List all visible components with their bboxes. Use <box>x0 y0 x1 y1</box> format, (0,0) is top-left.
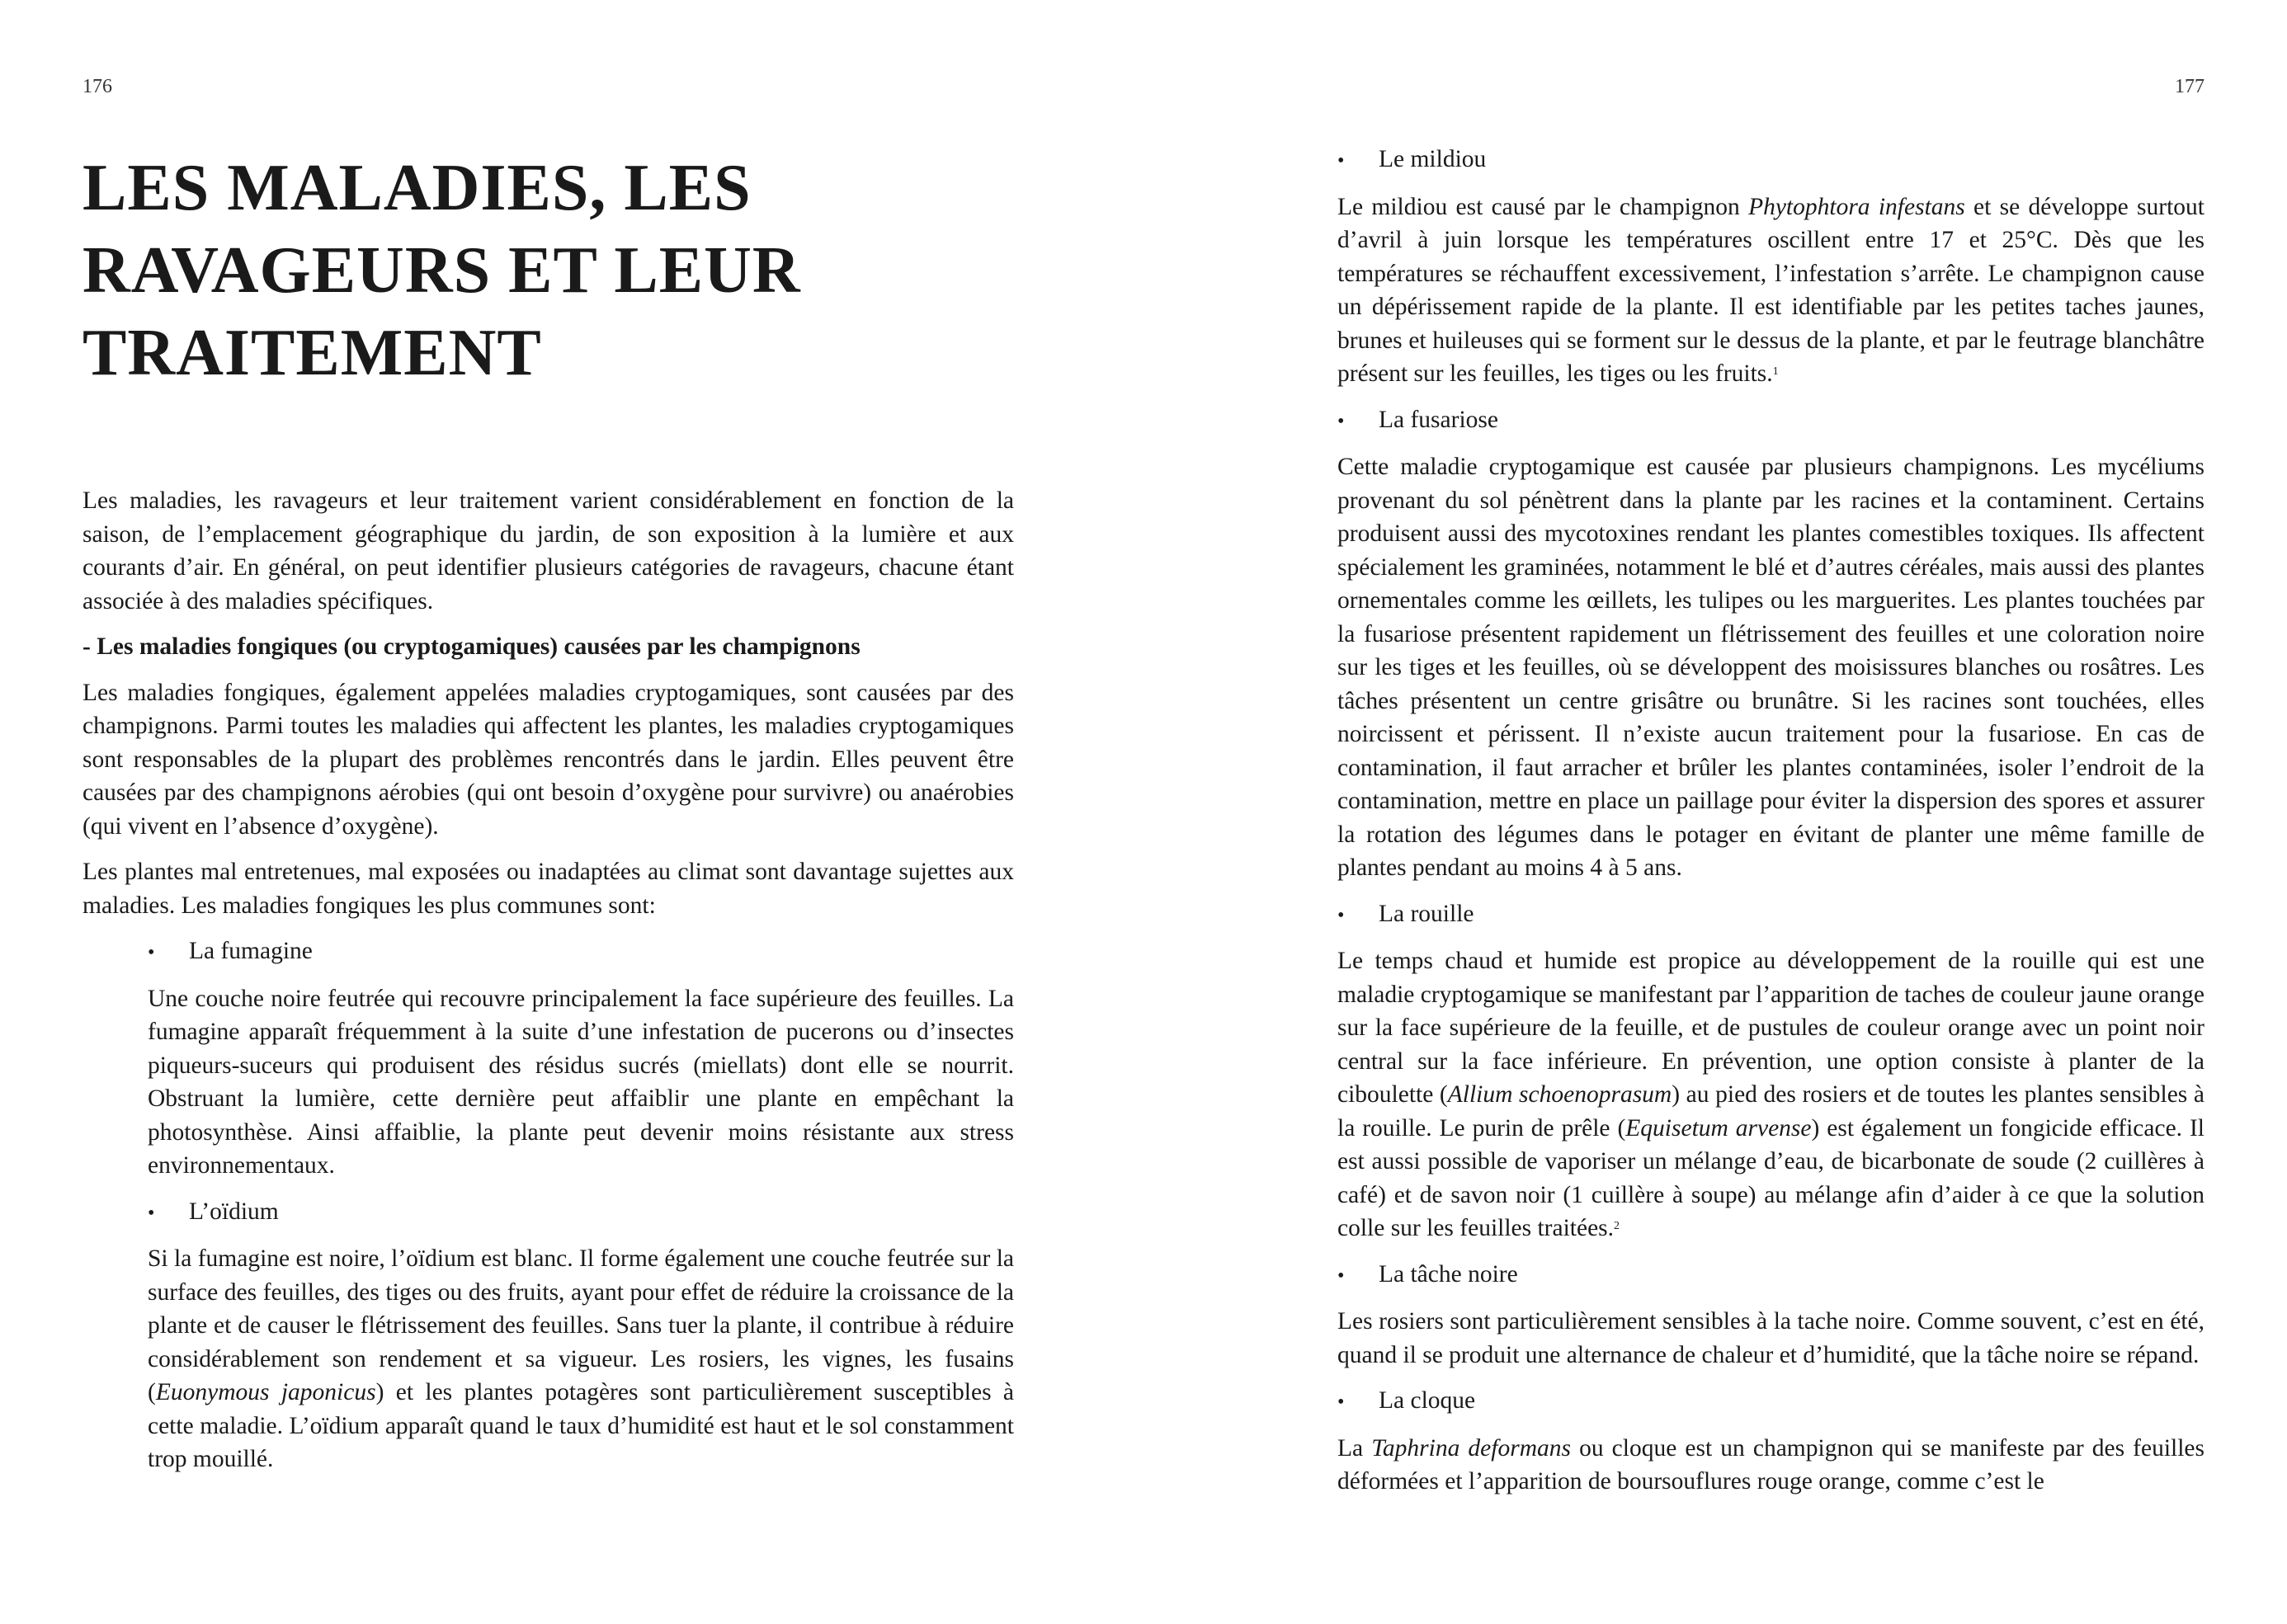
text-run: ou cloque est un champignon qui se manifeste par des feuilles déformées et l’apparition de boursouflures rouge orange, comme c’est le <box>1337 1434 2204 1495</box>
section-subheading: - Les maladies fongiques (ou cryptogamiques) causées par les champignons <box>83 633 861 660</box>
bullet-item-tache-noire <box>1337 1258 2204 1293</box>
bullet-item-mildiou <box>1337 143 2204 178</box>
bullet-icon: • <box>148 1202 155 1224</box>
bullet-icon: • <box>148 942 155 963</box>
text-run: ) et les plantes potagères sont particulièrement susceptibles à cette maladie. L’oïdium apparaît quand le taux d’humidité est haut et le sol constamment trop mouillé. <box>148 1379 1015 1472</box>
bullet-item-fumagine <box>148 934 1014 970</box>
chapter-title-line: RAVAGEURS ET LEUR <box>83 234 801 307</box>
bullet-item-rouille <box>1337 897 2204 933</box>
latin-name: Euonymous japonicus <box>155 1379 376 1405</box>
bullet-item-fusariose <box>1337 403 2204 439</box>
bullet-icon: • <box>1337 1264 1345 1287</box>
text-run: Si la fumagine est noire, l’oïdium est blanc. Il forme également une couche feutrée sur la surface des feuilles, des tiges ou des fruits, ayant pour effet de réduire la croissance de la plante et de causer le flétrissement des feuilles. Sans tuer la plante, il contribue à réduire considérablement son rendement et sa vigueur. Les rosiers, les vignes, les fusains ( <box>148 1245 1014 1405</box>
text-run: et se développe surtout d’avril à juin lorsque les températures oscillent entre 17 et 25°C. Dès que les températures se réchauffent excessivement, l’infestation s’arrête. Le champignon cause un dépérissement rapide de la plante. Il est identifiable par les petites taches jaunes, brunes et huileuses qui se forment sur le dessus de la plante, et par le feutrage blanchâtre présent sur les feuilles, les tiges ou les fruits. <box>1337 193 2204 387</box>
body-paragraph: Les plantes mal entretenues, mal exposées ou inadaptées au climat sont davantage sujettes aux maladies. Les maladies fongiques les plus communes sont: <box>83 859 1014 919</box>
text-run: ) au pied des rosiers et de toutes les plantes sensibles à la rouille. Le purin de prêle ( <box>1337 1081 2204 1142</box>
latin-name: Allium schoenoprasum <box>1447 1081 1672 1108</box>
bullet-label: La tâche noire <box>1379 1260 1518 1287</box>
bullet-label: La cloque <box>1379 1387 1476 1414</box>
page-number: 176 <box>83 76 112 97</box>
fusariose-paragraph: Cette maladie cryptogamique est causée par plusieurs champignons. Les mycéliums provenant du sol pénètrent dans la plante par les racines et la contaminent. Certains produisent aussi des mycotoxines rendant les plantes comestibles toxiques. Ils affectent spécialement les graminées, notamment le blé et d’autres céréales, mais aussi des plantes ornementales comme les œillets, les tulipes ou les marguerites. Les plantes touchées par la fusariose présentent rapidement un flétrissement des feuilles et une coloration noire sur les tiges et les feuilles, où se développent des moisissures blanches ou rosâtres. Les tâches présentent un centre grisâtre ou brunâtre. Si les racines sont touchées, elles noircissent et périssent. Il n’existe aucun traitement pour la fusariose. En cas de contamination, il faut arracher et brûler les plantes contaminées, isoler l’endroit de la contamination, mettre en place un paillage pour éviter la dispersion des spores et assurer la rotation des légumes dans le potager en évitant de planter une même famille de plantes pendant au moins 4 à 5 ans. <box>1337 454 2204 881</box>
bullet-item-cloque <box>1337 1384 2204 1419</box>
bullet-icon: • <box>1337 904 1345 926</box>
intro-paragraph: Les maladies, les ravageurs et leur traitement varient considérablement en fonction de la saison, de l’emplacement géographique du jardin, de son exposition à la lumière et aux courants d’air. En général, on peut identifier plusieurs catégories de ravageurs, chacune étant associée à des maladies spécifiques. <box>83 487 1014 614</box>
latin-name: Equisetum arvense <box>1625 1114 1812 1142</box>
chapter-title-line: LES MALADIES, LES <box>83 152 752 224</box>
page-number: 177 <box>2175 76 2204 97</box>
tache-noire-paragraph: Les rosiers sont particulièrement sensibles à la tache noire. Comme souvent, c’est en été, quand il se produit une alternance de chaleur et d’humidité, que la tâche noire se répand. <box>1337 1308 2204 1368</box>
bullet-label: La fusariose <box>1379 406 1498 433</box>
bullet-icon: • <box>1337 150 1345 172</box>
bullet-icon: • <box>1337 1391 1345 1413</box>
right-column <box>1337 143 2204 1511</box>
fumagine-paragraph: Une couche noire feutrée qui recouvre principalement la face supérieure des feuilles. La fumagine apparaît fréquemment à la suite d’une infestation de pucerons ou d’insectes piqueurs-suceurs qui produisent des résidus sucrés (miellats) dont elle se nourrit. Obstruant la lumière, cette dernière peut affaiblir une plante en empêchant la photosynthèse. Ainsi affaiblie, la plante peut devenir moins résistante aux stress environnementaux. <box>148 985 1014 1179</box>
oidium-paragraph <box>148 1242 1014 1476</box>
latin-name: Phytophtora infestans <box>1748 193 1965 220</box>
right-page <box>1144 0 2287 1624</box>
footnote-ref[interactable]: 1 <box>1772 365 1779 378</box>
bullet-item-oidium <box>148 1195 1014 1231</box>
body-paragraph: Les maladies fongiques, également appelées maladies cryptogamiques, sont causées par des champignons. Parmi toutes les maladies qui affectent les plantes, les maladies cryptogamiques sont responsables de la plupart des problèmes rencontrés dans le jardin. Elles peuvent être causées par des champignons aérobies (qui ont besoin d’oxygène pour survivre) ou anaérobies (qui vivent en l’absence d’oxygène). <box>83 679 1014 840</box>
text-run: ) est également un fongicide efficace. Il est aussi possible de vaporiser un mélange d’eau, de bicarbonate de soude (2 cuillères à café) et de savon noir (1 cuillère à soupe) au mélange afin d’aider à ce que la solution colle sur les feuilles traitées. <box>1337 1114 2204 1241</box>
chapter-title-line: TRAITEMENT <box>83 317 542 389</box>
bullet-label: La rouille <box>1379 900 1474 927</box>
cloque-paragraph <box>1337 1432 2204 1499</box>
text-run: Le mildiou est causé par le champignon <box>1337 193 1749 220</box>
bullet-label: L’oïdium <box>189 1198 279 1225</box>
rouille-paragraph <box>1337 944 2204 1245</box>
latin-name: Taphrina deformans <box>1371 1434 1571 1462</box>
mildiou-paragraph <box>1337 191 2204 391</box>
chapter-title <box>83 147 1031 394</box>
bullet-label: Le mildiou <box>1379 146 1487 172</box>
footnote-ref[interactable]: 2 <box>1614 1220 1620 1232</box>
left-column <box>83 484 1014 1489</box>
bullet-label: La fumagine <box>189 938 313 964</box>
text-run: La <box>1337 1434 1372 1462</box>
bullet-icon: • <box>1337 410 1345 432</box>
text-run: Le temps chaud et humide est propice au développement de la rouille qui est une maladie cryptogamique se manifestant par l’apparition de taches de couleur jaune orange sur la face supérieure de la feuille, et de pustules de couleur orange avec un point noir central sur la face inférieure. En prévention, une option consiste à planter de la ciboulette ( <box>1337 948 2204 1108</box>
